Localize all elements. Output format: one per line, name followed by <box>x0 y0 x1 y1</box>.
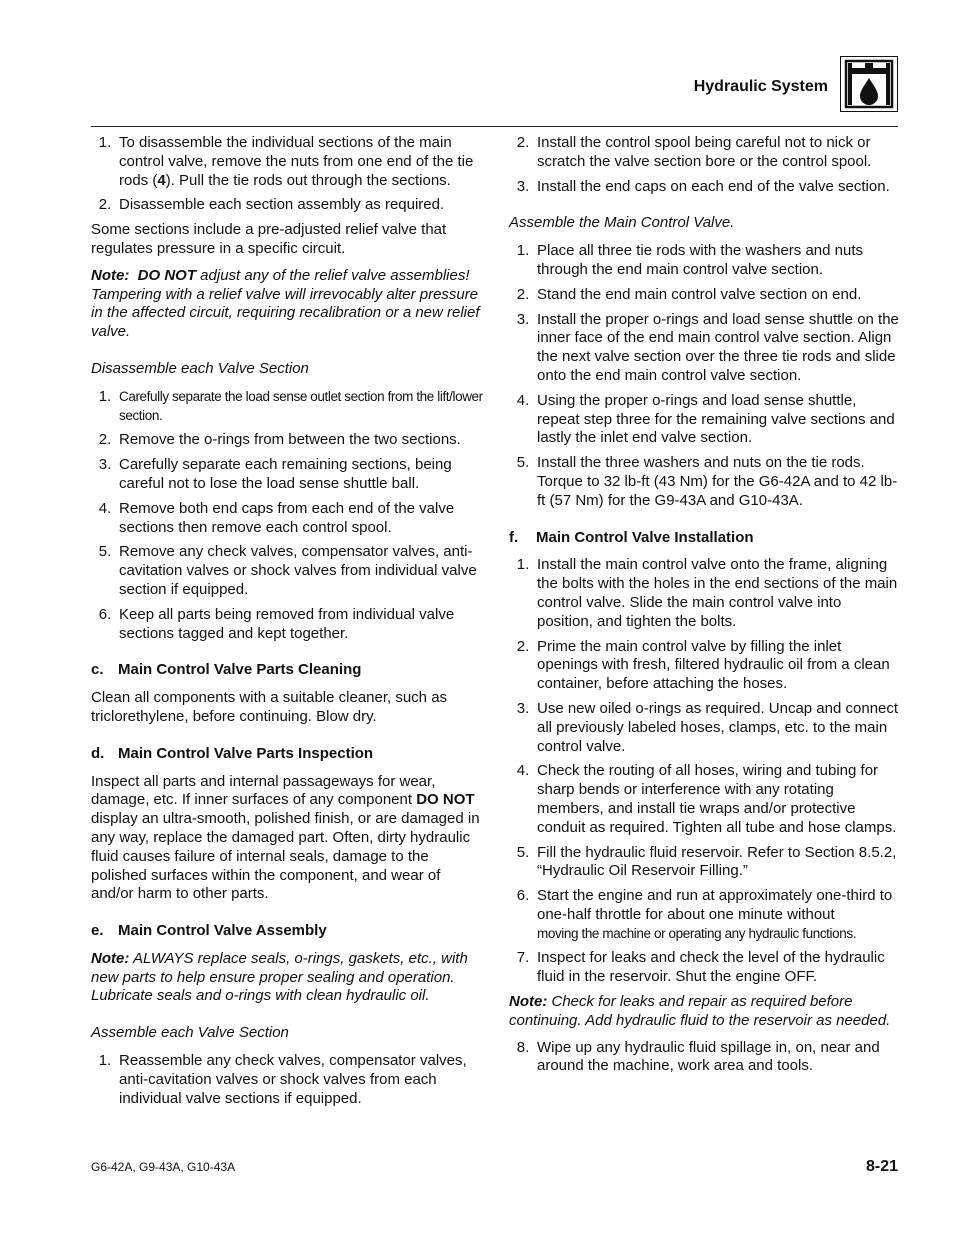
list-item: 3. Carefully separate each remaining sections, being careful not to lose the load sense shuttle ball. <box>98 456 452 492</box>
list-item: 3. Use new oiled o-rings as required. Uncap and connect all previously labeled hoses, clamps, etc. to the main control valve. <box>516 699 899 755</box>
subheading-disassemble: Disassemble each Valve Section <box>91 359 309 377</box>
list-item: 3. Install the proper o-rings and load sense shuttle on the inner face of the end main control valve section. Align the next valve section over the three tie rods and slide onto the end main control valve section. <box>516 310 899 384</box>
subheading-assemble-main: Assemble the Main Control Valve. <box>509 214 735 232</box>
list-item: 6. Start the engine and run at approximately one-third to one-half throttle for about one minute without moving the machine or operating any hydraulic functions. <box>516 887 893 941</box>
list-item: 8. Wipe up any hydraulic fluid spillage in, on, near and around the machine, work area and tools. <box>516 1038 880 1075</box>
list-item: 1. To disassemble the individual sections of the main control valve, remove the nuts from one end of the tie rods (4). Pull the tie rods out through the sections. <box>98 134 474 189</box>
list-item: 4. Using the proper o-rings and load sense shuttle, repeat step three for the remaining valve sections and lastly the inlet end valve section. <box>516 391 895 447</box>
header-divider <box>91 126 898 127</box>
section-heading-f: f. Main Control Valve Installation <box>509 528 754 546</box>
hydraulic-drop-icon <box>840 56 898 112</box>
page-number: 8-21 <box>865 1158 898 1175</box>
subheading-assemble-section: Assemble each Valve Section <box>91 1024 289 1042</box>
list-item: 2. Prime the main control valve by filling the inlet openings with fresh, filtered hydraulic oil from a clean container, before attaching the hoses. <box>516 637 890 693</box>
right-column <box>509 134 901 1082</box>
list-item: 5. Install the three washers and nuts on the tie rods. Torque to 32 lb-ft (43 Nm) for the G6-42A and to 42 lb-ft (57 Nm) for the G9-43A and G10-43A. <box>516 454 898 509</box>
relief-paragraph: Some sections include a pre-adjusted relief valve that regulates pressure in a specific circuit. <box>91 221 447 257</box>
section-heading-e: e. Main Control Valve Assembly <box>91 922 327 940</box>
section-heading-d: d. Main Control Valve Parts Inspection <box>91 744 374 762</box>
page-title: Hydraulic System <box>693 78 828 95</box>
section-heading-c: c. Main Control Valve Parts Cleaning <box>91 661 362 679</box>
note-relief-valve: Note: DO NOT adjust any of the relief valve assemblies! Tampering with a relief valve will irrevocably alter pressure in the affected circuit, requiring recalibration or a new relief valve. <box>91 266 480 341</box>
list-item: 3. Install the end caps on each end of the valve section. <box>516 177 890 195</box>
note-check-leaks: Note: Check for leaks and repair as required before continuing. Add hydraulic fluid to the reservoir as needed. <box>509 993 891 1029</box>
list-item: 5. Remove any check valves, compensator valves, anti-cavitation valves or shock valves from individual valve section if equipped. <box>98 543 477 598</box>
list-item: 2. Remove the o-rings from between the two sections. <box>98 431 461 449</box>
list-item: 6. Keep all parts being removed from individual valve sections tagged and kept together. <box>98 605 455 642</box>
list-item: 4. Remove both end caps from each end of the valve sections then remove each control spool. <box>98 499 455 536</box>
list-item: 5. Fill the hydraulic fluid reservoir. Refer to Section 8.5.2, “Hydraulic Oil Reservoir Filling.” <box>516 843 897 880</box>
list-item: 1. Reassemble any check valves, compensator valves, anti-cavitation valves or shock valves from each individual valve sections if equipped. <box>98 1052 467 1107</box>
list-item: 2. Disassemble each section assembly as required. <box>98 196 445 214</box>
note-seals: Note: ALWAYS replace seals, o-rings, gaskets, etc., with new parts to help ensure proper sealing and operation. Lubricate seals and o-rings with clean hydraulic oil. <box>91 949 468 1005</box>
list-item: 2. Install the control spool being careful not to nick or scratch the valve section bore or the control spool. <box>516 134 872 170</box>
list-item: 1. Place all three tie rods with the washers and nuts through the end main control valve section. <box>516 242 864 278</box>
footer-models: G6-42A, G9-43A, G10-43A <box>91 1160 236 1174</box>
list-item: 4. Check the routing of all hoses, wiring and tubing for sharp bends or interference with any rotating members, and install tie wraps and/or protective conduit as required. Tighten all tube and hose clamps. <box>516 762 897 836</box>
list-item: 1. Install the main control valve onto the frame, aligning the bolts with the holes in the end sections of the main control valve. Slide the main control valve into position, and tighten the bolts. <box>516 556 898 630</box>
list-item: 1. Carefully separate the load sense outlet section from the lift/lower section. <box>98 387 483 423</box>
left-column <box>91 134 484 1114</box>
cleaning-paragraph: Clean all components with a suitable cleaner, such as triclorethylene, before continuing. Blow dry. <box>91 689 448 725</box>
inspection-paragraph: Inspect all parts and internal passageways for wear, damage, etc. If inner surfaces of any component DO NOT display an ultra-smooth, polished finish, or are damaged in any way, replace the damaged part. Often, dirty hydraulic fluid causes failure of internal seals, damage to the polished surfaces within the component, and wear of and/or harm to other parts. <box>91 772 480 903</box>
list-item: 2. Stand the end main control valve section on end. <box>516 285 862 303</box>
list-item: 7. Inspect for leaks and check the level of the hydraulic fluid in the reservoir. Shut the engine OFF. <box>516 949 885 986</box>
